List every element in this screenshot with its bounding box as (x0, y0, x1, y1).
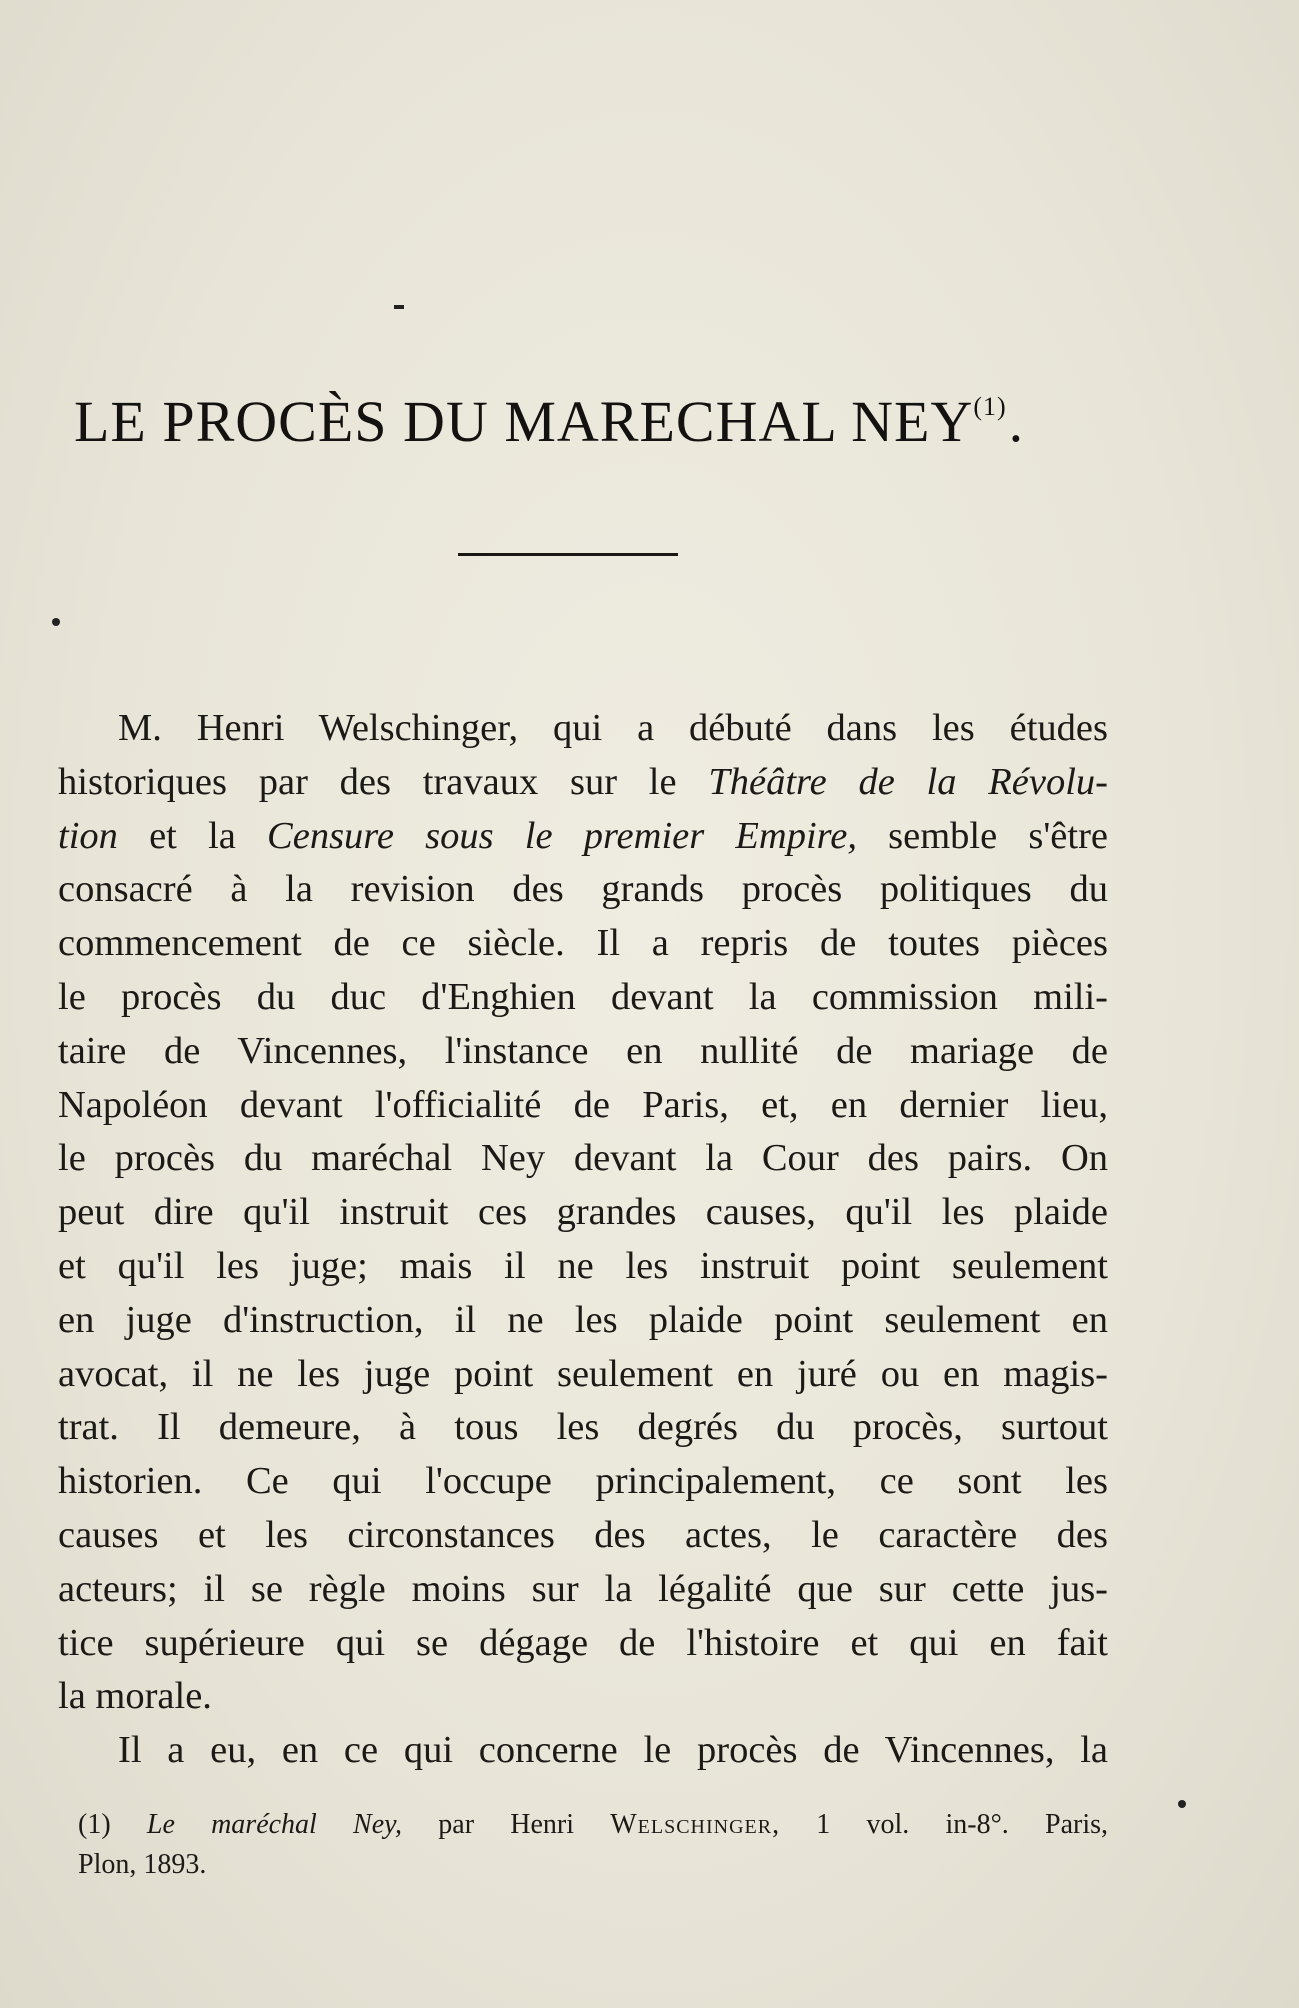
footnote-details: 1 vol. in-8°. Paris, (816, 1809, 1109, 1840)
footnote-line (78, 1805, 1108, 1845)
text-span: trat. Il demeure, à tous les degrés du procès, surtout (58, 1406, 1108, 1449)
text-span: Napoléon devant l'officialité de Paris, et, en dernier lieu, (58, 1083, 1108, 1126)
text-span: historiques par des travaux sur le (58, 760, 709, 803)
text-line (58, 1079, 1108, 1133)
footnote-author: Welschinger, (610, 1809, 781, 1840)
footnote-book-title: Le maréchal Ney, (146, 1809, 403, 1840)
title-rule (458, 553, 678, 556)
text-line (58, 1240, 1108, 1294)
text-span: semble s'être (856, 814, 1108, 857)
text-span: peut dire qu'il instruit ces grandes causes, qu'il les plaide (58, 1191, 1108, 1234)
text-line (58, 1401, 1108, 1455)
text-span: tice supérieure qui se dégage de l'histoire et qui en fait (58, 1621, 1108, 1664)
text-span: commencement de ce siècle. Il a repris de toutes pièces (58, 922, 1108, 965)
text-line (58, 1025, 1108, 1079)
text-span: et qu'il les juge; mais il ne les instruit point seulement (58, 1244, 1108, 1287)
text-span: M. Henri Welschinger, qui a débuté dans les études (118, 707, 1108, 749)
chapter-title (74, 388, 1224, 455)
footnote-by: par Henri (438, 1809, 574, 1840)
text-span: le procès du duc d'Enghien devant la commission mili- (58, 975, 1108, 1018)
text-span: acteurs; il se règle moins sur la légalité que sur cette jus- (58, 1567, 1108, 1610)
footnote-marker: (1) (78, 1809, 111, 1840)
text-line (58, 810, 1108, 864)
text-span: consacré à la revision des grands procès politiques du (58, 868, 1108, 911)
text-line (58, 1186, 1108, 1240)
footnote-line (78, 1845, 1108, 1885)
text-span: Il a eu, en ce qui concerne le procès de Vincennes, la (118, 1729, 1108, 1772)
text-line (58, 1670, 1108, 1724)
text-span: en juge d'instruction, il ne les plaide point seulement en (58, 1298, 1108, 1341)
chapter-title-end: . (1008, 389, 1025, 454)
text-line (58, 863, 1108, 917)
text-line (58, 1509, 1108, 1563)
text-line (58, 1563, 1108, 1617)
text-span: causes et les circonstances des actes, le caractère des (58, 1513, 1108, 1556)
text-span: et la (117, 814, 268, 857)
chapter-title-text: LE PROCÈS DU MARECHAL NEY (74, 389, 974, 454)
ink-speck (52, 618, 60, 626)
text-span: la morale. (58, 1675, 212, 1718)
ink-speck (1178, 1800, 1186, 1808)
text-line (58, 971, 1108, 1025)
text-line (58, 1132, 1108, 1186)
text-line (58, 917, 1108, 971)
text-line (58, 756, 1108, 810)
text-span: le procès du maréchal Ney devant la Cour des pairs. On (58, 1137, 1108, 1180)
text-line (58, 1724, 1108, 1778)
footnote (78, 1805, 1108, 1885)
text-line (58, 702, 1108, 756)
body-paragraphs (58, 702, 1108, 1778)
footnote-reference: (1) (973, 392, 1007, 421)
text-line (58, 1348, 1108, 1402)
italic-title: Théâtre de la Révolu- (708, 760, 1108, 803)
text-line (58, 1617, 1108, 1671)
ink-speck (394, 305, 404, 309)
italic-title: tion (58, 814, 118, 857)
footnote-publisher: Plon, 1893. (78, 1849, 207, 1880)
text-span: historien. Ce qui l'occupe principalement, ce sont les (58, 1460, 1108, 1503)
text-line (58, 1455, 1108, 1509)
text-line (58, 1294, 1108, 1348)
text-span: avocat, il ne les juge point seulement en juré ou en magis- (58, 1352, 1108, 1395)
text-span: taire de Vincennes, l'instance en nullité de mariage de (58, 1029, 1108, 1072)
italic-title: Censure sous le premier Empire, (267, 814, 857, 857)
